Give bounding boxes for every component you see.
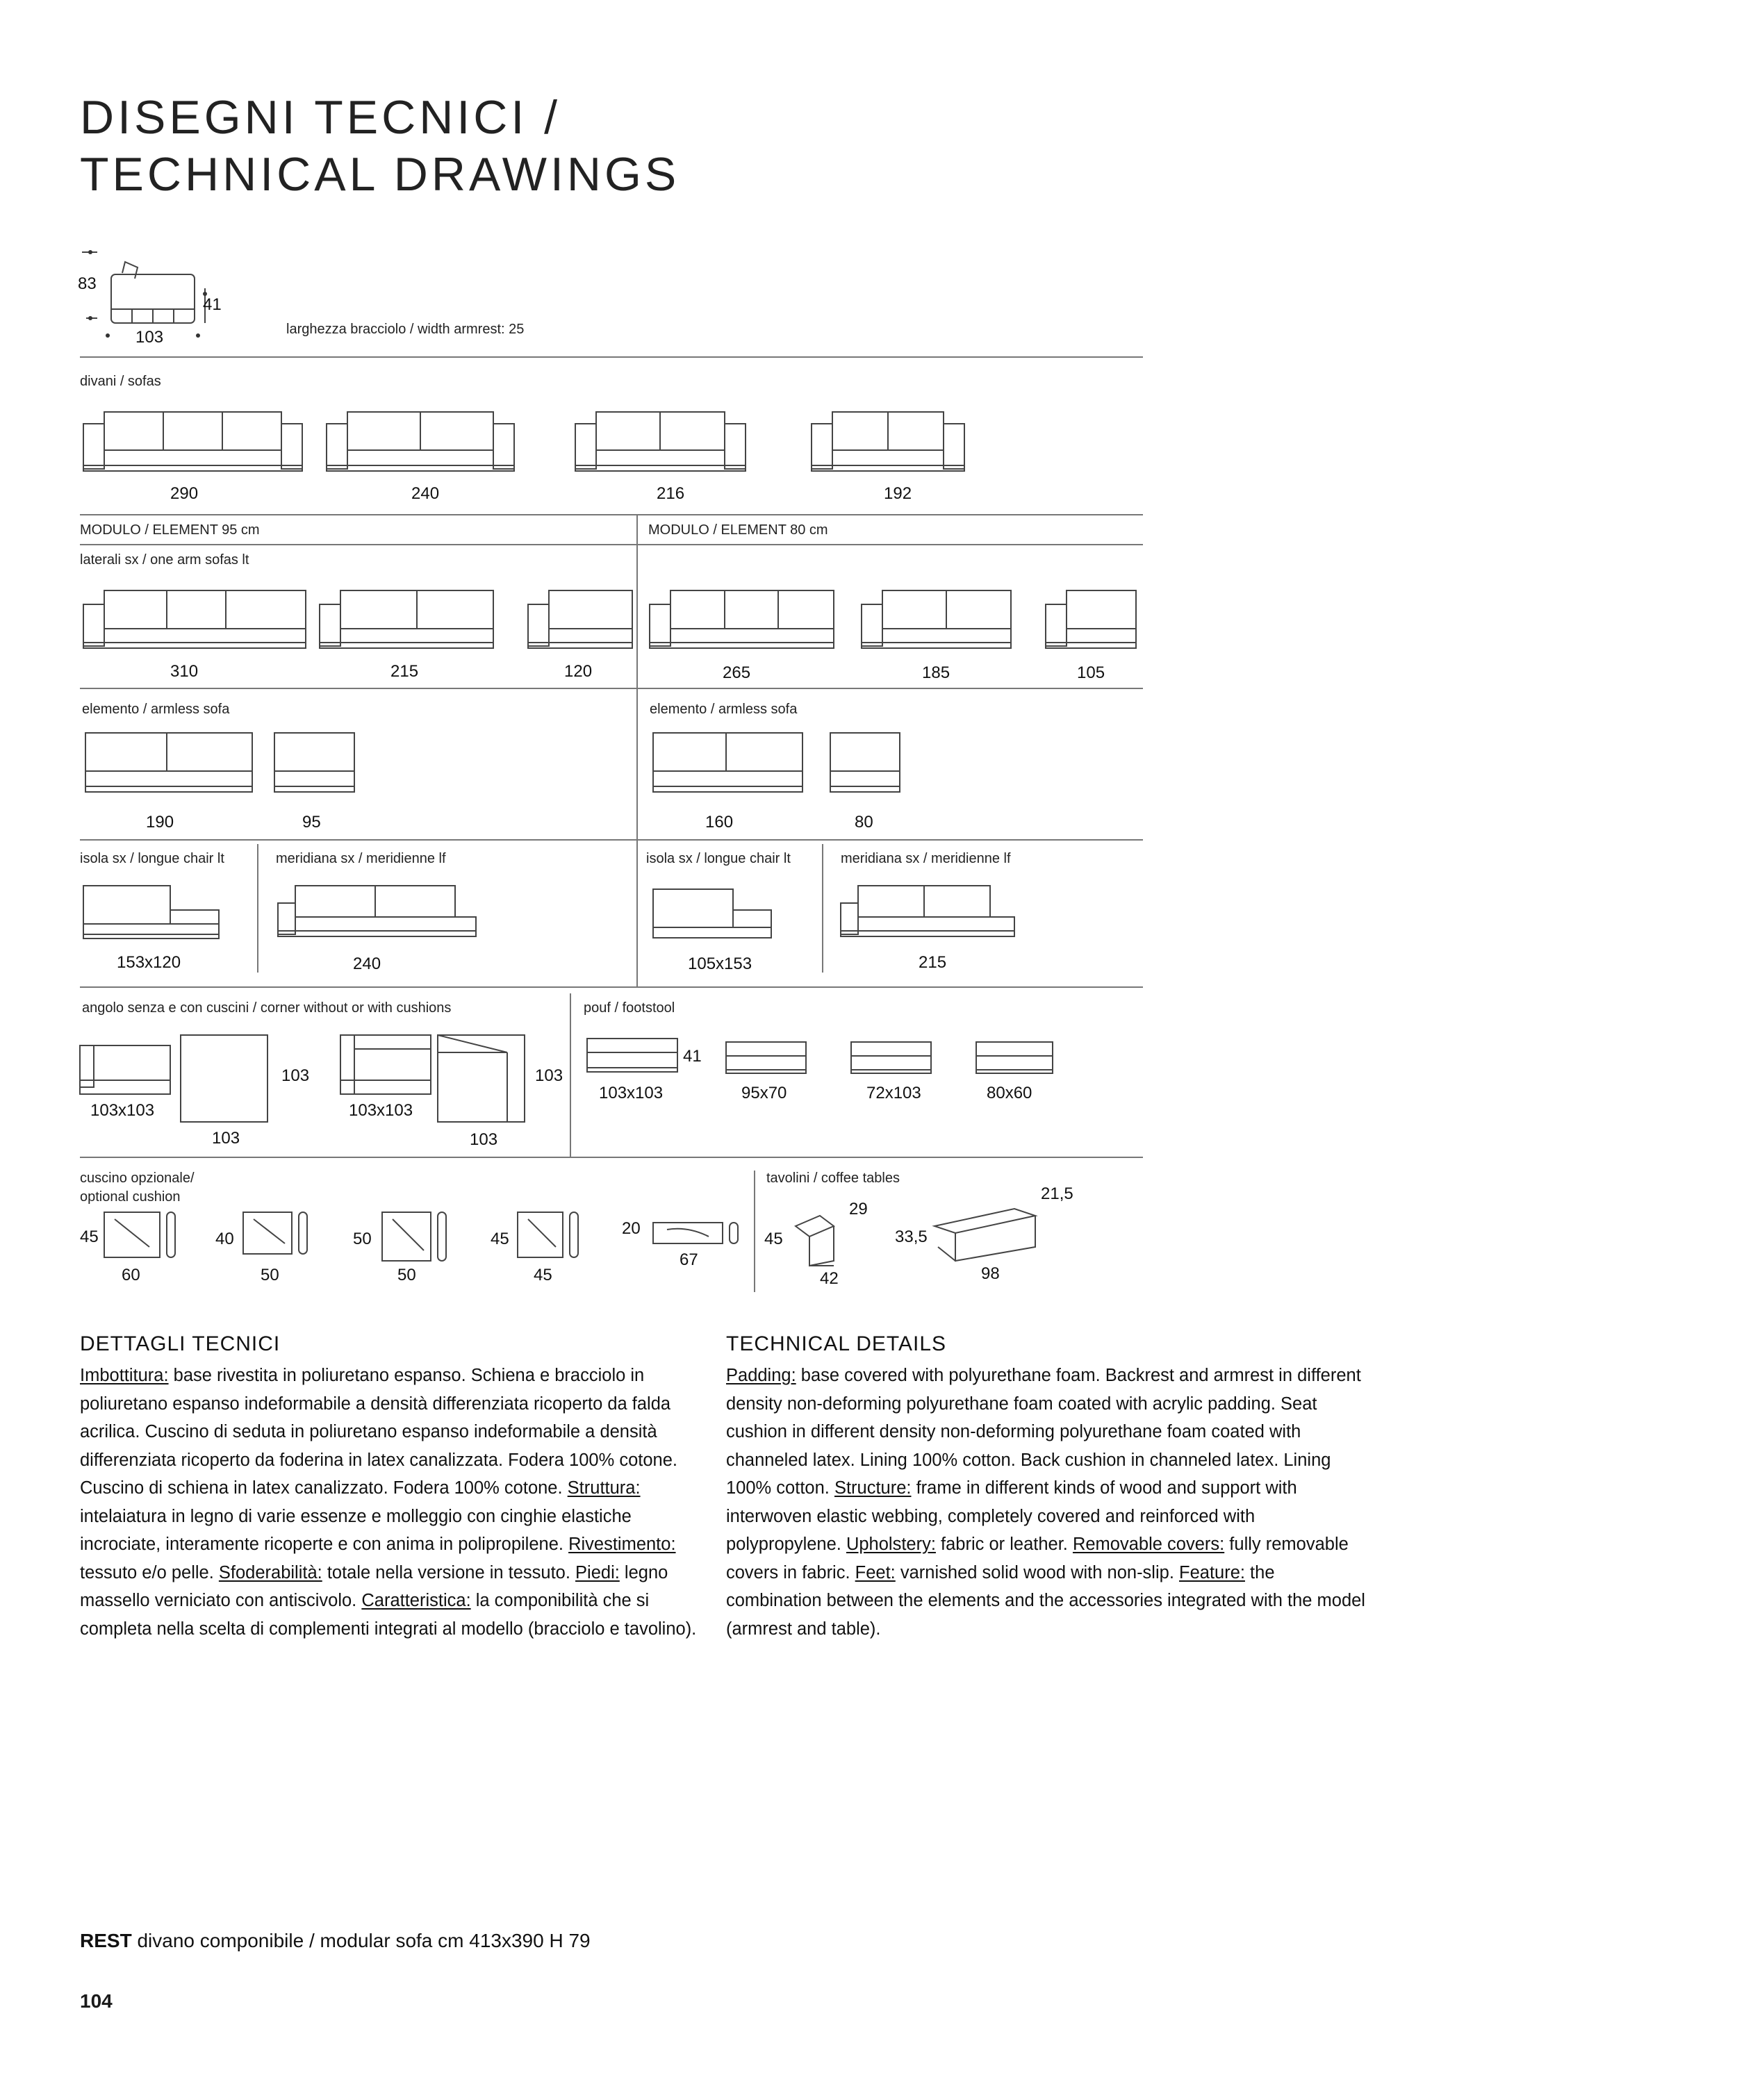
cushion-2-h: 40 xyxy=(215,1230,234,1248)
divider xyxy=(80,688,1143,689)
cushion-1-h: 45 xyxy=(80,1227,99,1246)
divider xyxy=(80,1157,1143,1158)
meridiana-label-80: meridiana sx / meridienne lf xyxy=(841,851,1011,866)
cushion-4-w: 45 xyxy=(534,1266,552,1284)
divider xyxy=(80,356,1143,358)
module-95-label: MODULO / ELEMENT 95 cm xyxy=(80,522,260,538)
side-seat-height: 41 xyxy=(203,295,222,314)
divider xyxy=(80,514,1143,515)
armless-label-right: elemento / armless sofa xyxy=(650,702,798,717)
table1-h: 45 xyxy=(764,1230,783,1248)
one-arm-80-3: 105 xyxy=(1077,663,1105,682)
page-number: 104 xyxy=(80,1990,113,2012)
details-en-heading: TECHNICAL DETAILS xyxy=(726,1332,947,1355)
corner-dim-1: 103x103 xyxy=(90,1101,155,1120)
pouf-dim-2: 95x70 xyxy=(741,1084,787,1102)
isola-label-95: isola sx / longue chair lt xyxy=(80,851,224,866)
cushion-5-h: 20 xyxy=(622,1219,641,1238)
cushion-5-w: 67 xyxy=(680,1250,698,1269)
one-arm-95-1: 310 xyxy=(170,662,199,681)
sofa-width-1: 290 xyxy=(170,484,199,503)
table1-w: 42 xyxy=(820,1269,839,1288)
product-caption: REST divano componibile / modular sofa cm 413x390 H 79 xyxy=(80,1930,591,1951)
armless-95-1: 190 xyxy=(146,813,174,832)
isola-label-80: isola sx / longue chair lt xyxy=(646,851,791,866)
one-arm-label: laterali sx / one arm sofas lt xyxy=(80,552,249,568)
armless-80-1: 160 xyxy=(705,813,734,832)
isola-95-dim: 153x120 xyxy=(117,953,181,972)
cushion-2-w: 50 xyxy=(261,1266,279,1284)
corner-dim-2: 103 xyxy=(212,1129,240,1148)
table2-top: 21,5 xyxy=(1041,1184,1073,1203)
one-arm-95-3: 120 xyxy=(564,662,593,681)
table2-h: 33,5 xyxy=(895,1227,928,1246)
chaise-drawing xyxy=(80,875,1053,945)
armless-drawing xyxy=(80,729,914,799)
module-80-label: MODULO / ELEMENT 80 cm xyxy=(648,522,828,538)
pouf-dim-3: 72x103 xyxy=(866,1084,921,1102)
details-it-heading: DETTAGLI TECNICI xyxy=(80,1332,281,1355)
meridiana-95-dim: 240 xyxy=(353,954,381,973)
pouf-dim-1: 103x103 xyxy=(599,1084,664,1102)
corner-pouf-drawing xyxy=(76,1025,1077,1136)
divider xyxy=(80,544,1143,545)
corner-dim-3: 103 xyxy=(281,1066,310,1085)
armless-80-2: 80 xyxy=(855,813,873,832)
cushion-3-h: 50 xyxy=(353,1230,372,1248)
details-it-text: Imbottitura: base rivestita in poliuretano espanso. Schiena e bracciolo in poliuretano espanso indeformabile a densità differenziata ricoperto da falda acrilica. Cuscino di seduta in poliuretano espanso indeformabile a densità differenziata ricoperto da foderina in latex canalizzata. Fodera 100% cotone. Cuscino di schiena in latex canalizzato. Fodera 100% cotone. Struttura: intelaiatura in legno di varie essenze e molleggio con cinghie elastiche incrociate, interamente ricoperte e con anima in polipropilene. Rivestimento: tessuto e/o pelle. Sfoderabilità: totale nella versione in tessuto. Piedi: legno massello verniciato con antiscivolo. Caratteristica: la componibilità che si completa nella scelta di complementi integrati al modello (bracciolo e tavolino). xyxy=(80,1366,697,1639)
side-depth: 103 xyxy=(135,328,164,347)
divider xyxy=(80,986,1143,988)
isola-80-dim: 105x153 xyxy=(688,954,752,973)
sofas-label: divani / sofas xyxy=(80,374,161,389)
details-en-text: Padding: base covered with polyurethane foam. Backrest and armrest in different density non-deforming polyurethane foam coated with acrylic padding. Seat cushion in different density non-deforming polyurethane foam coated with channeled latex. Lining 100% cotton. Back cushion in channeled latex. Lining 100% cotton. Structure: frame in different kinds of wood and support with interwoven elastic webbing, completely covered and reinforced with polypropylene. Upholstery: fabric or leather. Removable covers: fully removable covers in fabric. Feet: varnished solid wood with non-slip. Feature: the combination between the elements and the accessories integrated with the model (armrest and table). xyxy=(726,1366,1365,1639)
sofa-width-4: 192 xyxy=(884,484,912,503)
one-arm-80-2: 185 xyxy=(922,663,950,682)
cushions-tables-drawing xyxy=(97,1209,1056,1285)
cushion-1-w: 60 xyxy=(122,1266,140,1284)
tables-label: tavolini / coffee tables xyxy=(766,1171,900,1186)
meridiana-label-95: meridiana sx / meridienne lf xyxy=(276,851,446,866)
page-title: DISEGNI TECNICI / TECHNICAL DRAWINGS xyxy=(80,91,680,201)
divider xyxy=(80,839,1143,841)
armless-95-2: 95 xyxy=(302,813,321,832)
pouf-dim-4: 80x60 xyxy=(987,1084,1032,1102)
corner-dim-4: 103x103 xyxy=(349,1101,413,1120)
pouf-label: pouf / footstool xyxy=(584,1000,675,1016)
cushion-label-1: cuscino opzionale/ xyxy=(80,1171,195,1186)
armrest-note: larghezza bracciolo / width armrest: 25 xyxy=(286,322,525,337)
one-arm-95-2: 215 xyxy=(390,662,419,681)
cushion-label-2: optional cushion xyxy=(80,1189,181,1205)
meridiana-80-dim: 215 xyxy=(919,953,947,972)
side-height: 83 xyxy=(78,274,97,293)
corner-label: angolo senza e con cuscini / corner without or with cushions xyxy=(82,1000,452,1016)
pouf-height: 41 xyxy=(683,1047,702,1066)
sofa-width-3: 216 xyxy=(657,484,685,503)
one-arm-drawing xyxy=(80,584,1150,660)
sofa-width-2: 240 xyxy=(411,484,440,503)
sofas-drawing xyxy=(80,406,1011,486)
table2-w: 98 xyxy=(981,1264,1000,1283)
table1-top: 29 xyxy=(849,1200,868,1218)
cushion-4-h: 45 xyxy=(491,1230,509,1248)
one-arm-80-1: 265 xyxy=(723,663,751,682)
corner-dim-6: 103 xyxy=(535,1066,563,1085)
cushion-3-w: 50 xyxy=(397,1266,416,1284)
armless-label-left: elemento / armless sofa xyxy=(82,702,230,717)
corner-dim-5: 103 xyxy=(470,1130,498,1149)
